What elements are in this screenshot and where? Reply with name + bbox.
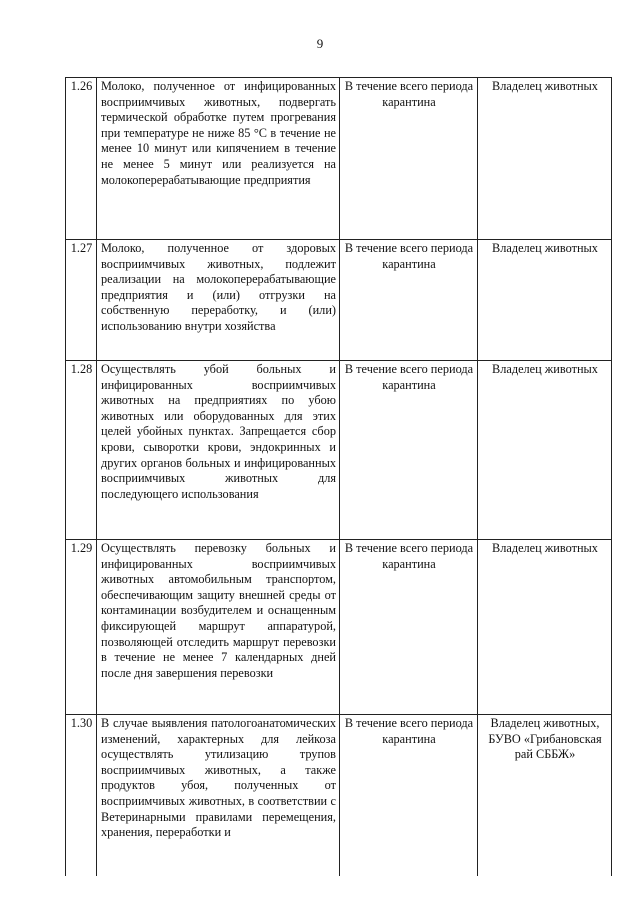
table-row (66, 78, 612, 240)
row-number: 1.28 (66, 361, 97, 540)
table-row (66, 715, 612, 877)
row-number: 1.29 (66, 540, 97, 715)
table-row (66, 240, 612, 361)
measure-responsible: Владелец животных, БУВО «Грибановская рай СББЖ» (478, 715, 612, 877)
measure-text: В случае выявления патологоанатомических изменений, характерных для лейкоза осуществлять утилизацию трупов восприимчивых животных, а также продуктов убоя, полученных от восприимчивых животных, в соответствии с Ветеринарными правилами перемещения, хранения, переработки и (97, 715, 340, 877)
row-number: 1.26 (66, 78, 97, 240)
table-row (66, 361, 612, 540)
measure-term: В течение всего периода карантина (340, 715, 478, 877)
measure-responsible: Владелец животных (478, 540, 612, 715)
measure-term: В течение всего периода карантина (340, 540, 478, 715)
measure-term: В течение всего периода карантина (340, 78, 478, 240)
table-row (66, 540, 612, 715)
measure-responsible: Владелец животных (478, 361, 612, 540)
measure-text: Осуществлять перевозку больных и инфицированных восприимчивых животных автомобильным транспортом, обеспечивающим защиту внешней среды от контаминации возбудителем и оснащенным фиксирующей маршрут аппаратурой, позволяющей отследить маршрут перевозки в течение не менее 7 календарных дней после дня завершения перевозки (97, 540, 340, 715)
row-number: 1.30 (66, 715, 97, 877)
measure-responsible: Владелец животных (478, 78, 612, 240)
measure-text: Молоко, полученное от инфицированных восприимчивых животных, подвергать термической обработке путем прогревания при температуре не ниже 85 °С в течение не менее 10 минут или кипячением в течение не менее 5 минут или реализуется на молокоперерабатывающие предприятия (97, 78, 340, 240)
measure-term: В течение всего периода карантина (340, 361, 478, 540)
measure-term: В течение всего периода карантина (340, 240, 478, 361)
measure-text: Осуществлять убой больных и инфицированных восприимчивых животных на предприятиях по убою животных или оборудованных для этих целей убойных пунктах. Запрещается сбор крови, сыворотки крови, эндокринных и других органов больных и инфицированных восприимчивых животных для последующего использования (97, 361, 340, 540)
measure-responsible: Владелец животных (478, 240, 612, 361)
page-number: 9 (316, 36, 324, 51)
measure-text: Молоко, полученное от здоровых восприимчивых животных, подлежит реализации на молокоперерабатывающие предприятия и (или) отгрузки на собственную переработку, и (или) использованию внутри хозяйства (97, 240, 340, 361)
row-number: 1.27 (66, 240, 97, 361)
measures-table (65, 77, 612, 876)
